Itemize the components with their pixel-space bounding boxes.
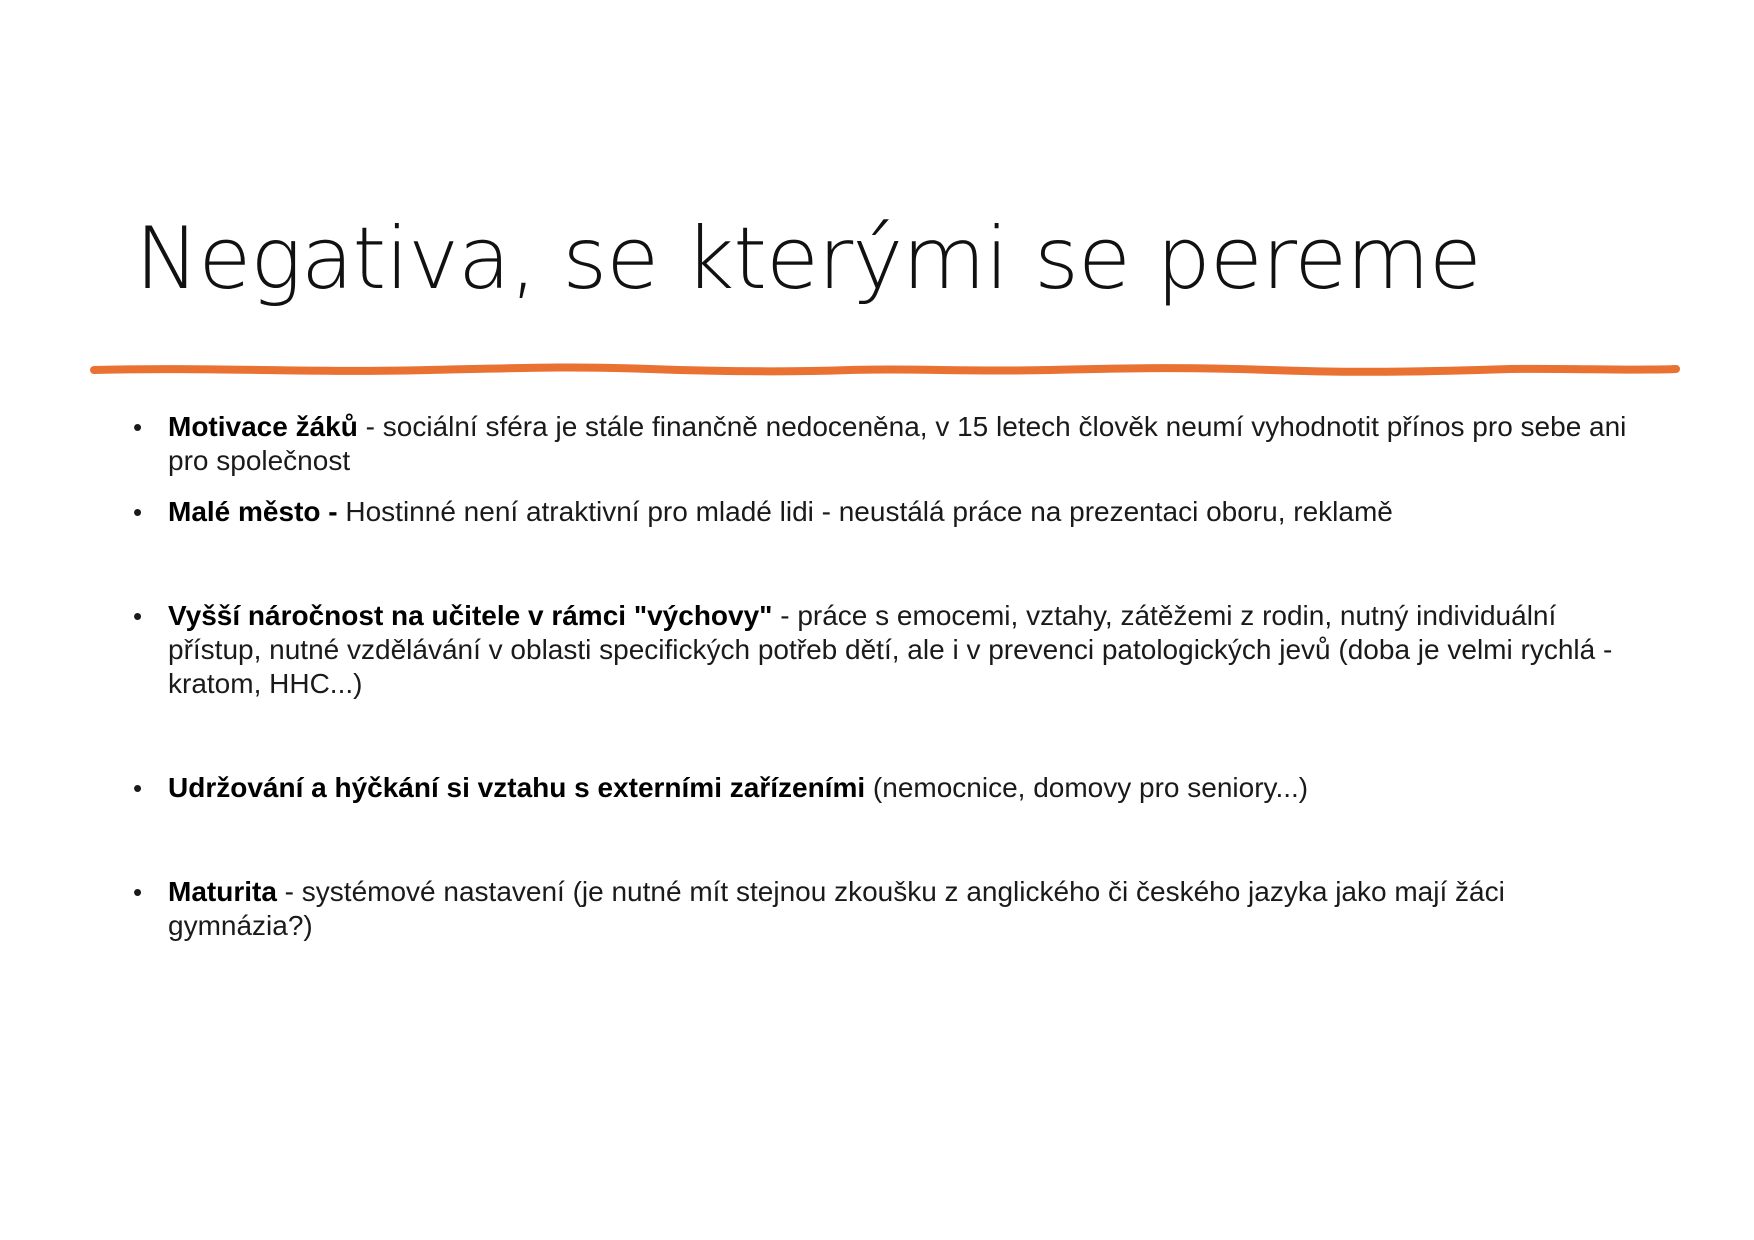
bullet-icon: • xyxy=(133,497,143,527)
bullet-icon: • xyxy=(133,773,143,803)
list-item xyxy=(130,599,1630,701)
item-text: - sociální sféra je stále finančně nedoceněna, v 15 letech člověk neumí vyhodnotit přínos pro sebe ani pro společnost xyxy=(168,411,1627,476)
item-text: - práce s emocemi, vztahy, zátěžemi z rodin, nutný individuální přístup, nutné vzdělávání v oblasti specifických potřeb dětí, ale i v prevenci patologických jevů (doba je velmi rychlá - kratom, HHC...) xyxy=(168,600,1613,699)
item-text: Hostinné není atraktivní pro mladé lidi - neustálá práce na prezentaci oboru, reklamě xyxy=(337,496,1393,527)
list-item xyxy=(130,410,1630,478)
bullet-icon: • xyxy=(133,412,143,442)
underline-stroke xyxy=(94,367,1676,371)
item-heading: Motivace žáků xyxy=(168,411,358,442)
list-item xyxy=(130,875,1630,943)
bullet-list xyxy=(130,410,1630,943)
item-heading: Vyšší náročnost na učitele v rámci "výchovy" xyxy=(168,600,773,631)
bullet-icon: • xyxy=(133,877,143,907)
title-underline xyxy=(90,360,1680,382)
list-item xyxy=(130,495,1630,529)
item-heading: Malé město - xyxy=(168,496,338,527)
item-heading: Udržování a hýčkání si vztahu s externími zařízeními xyxy=(168,772,866,803)
slide-title: Negativa, se kterými se pereme xyxy=(135,209,1481,309)
list-item xyxy=(130,771,1630,805)
bullet-icon: • xyxy=(133,601,143,631)
item-heading: Maturita xyxy=(168,876,277,907)
item-text: (nemocnice, domovy pro seniory...) xyxy=(865,772,1309,803)
item-text: - systémové nastavení (je nutné mít stejnou zkoušku z anglického či českého jazyka jako mají žáci gymnázia?) xyxy=(168,876,1505,941)
